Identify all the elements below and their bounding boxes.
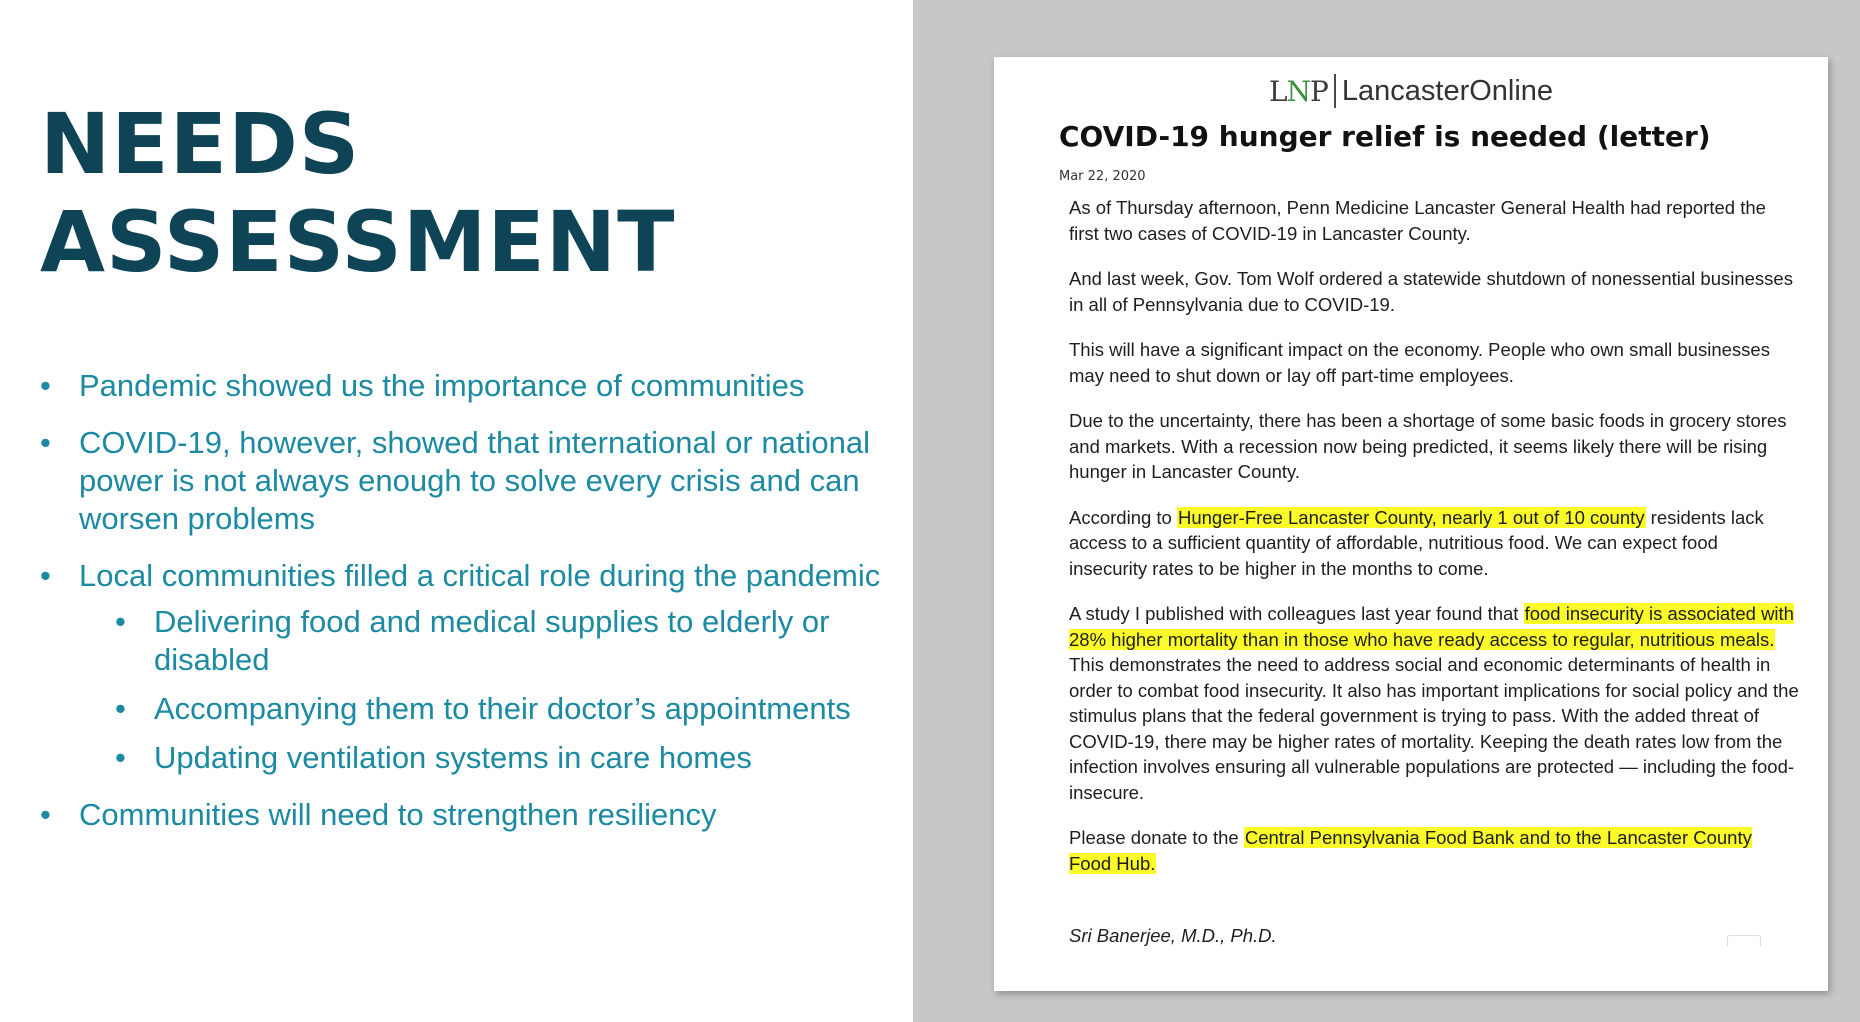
article-screenshot <box>994 57 1828 991</box>
article-paragraph: As of Thursday afternoon, Penn Medicine Lancaster General Health had reported the first two cases of COVID-19 in Lancaster County. <box>1069 197 1766 244</box>
article-paragraph: And last week, Gov. Tom Wolf ordered a statewide shutdown of nonessential businesses in all of Pennsylvania due to COVID-19. <box>1069 268 1793 315</box>
lnp-logo <box>1244 71 1578 111</box>
bullet-item: • COVID-19, however, showed that international or national power is not always enough to solve every crisis and can worsen problems <box>40 424 890 538</box>
article-paragraph: Due to the uncertainty, there has been a shortage of some basic foods in grocery stores and markets. With a recession now being predicted, it seems likely there will be rising hunger in Lancaster County. <box>1069 410 1787 482</box>
slide-title-line-1: NEEDS <box>40 95 361 193</box>
slide-left-panel <box>0 0 913 1022</box>
highlighted-text: food insecurity is associated with 28% higher mortality than in those who have ready access to regular, nutritious meals. <box>1069 603 1794 650</box>
sub-bullet-item: • Accompanying them to their doctor’s appointments <box>115 690 890 728</box>
sub-bullet-item: • Delivering food and medical supplies to elderly or disabled <box>115 603 890 679</box>
bullet-item: • Local communities filled a critical role during the pandemic <box>40 557 890 595</box>
slide-title <box>40 95 675 291</box>
share-widget-edge <box>1727 935 1761 946</box>
highlighted-text: Central Pennsylvania Food Bank and to the Lancaster County Food Hub. <box>1069 827 1752 874</box>
article-signature: Sri Banerjee, M.D., Ph.D. <box>1069 925 1277 946</box>
logo-divider <box>1334 74 1336 108</box>
article-body <box>1069 195 1799 896</box>
bullet-item: • Communities will need to strengthen resiliency <box>40 796 890 834</box>
article-paragraph: This will have a significant impact on the economy. People who own small businesses may need to shut down or lay off part-time employees. <box>1069 339 1770 386</box>
article-headline: COVID-19 hunger relief is needed (letter) <box>1059 120 1711 153</box>
highlighted-text: Hunger-Free Lancaster County, nearly 1 out of 10 county <box>1177 506 1645 528</box>
article-date: Mar 22, 2020 <box>1059 169 1146 184</box>
sub-bullet-item: • Updating ventilation systems in care homes <box>115 739 890 777</box>
bullet-item: • Pandemic showed us the importance of communities <box>40 367 890 405</box>
lnp-logo-mark: LNP <box>1268 74 1328 108</box>
bullet-list <box>40 367 890 853</box>
article-paragraph: Please donate to the Central Pennsylvania Food Bank and to the Lancaster County Food Hub. <box>1069 827 1752 874</box>
lancasteronline-logo-text: LancasterOnline <box>1341 74 1554 107</box>
article-paragraph: According to Hunger-Free Lancaster County, nearly 1 out of 10 county residents lack access to a sufficient quantity of affordable, nutritious food. We can expect food insecurity rates to be higher in the months to come. <box>1069 506 1764 579</box>
slide-title-line-2: ASSESSMENT <box>40 193 676 291</box>
article-paragraph: A study I published with colleagues last year found that food insecurity is associated with 28% higher mortality than in those who have ready access to regular, nutritious meals. This demonstrates the need to address social and economic determinants of health in order to combat food insecurity. It also has important implications for social policy and the stimulus plans that the federal government is trying to pass. With the added threat of COVID-19, there may be higher rates of mortality. Keeping the death rates low from the infection involves ensuring all vulnerable populations are protected — including the food-insecure. <box>1069 603 1799 803</box>
